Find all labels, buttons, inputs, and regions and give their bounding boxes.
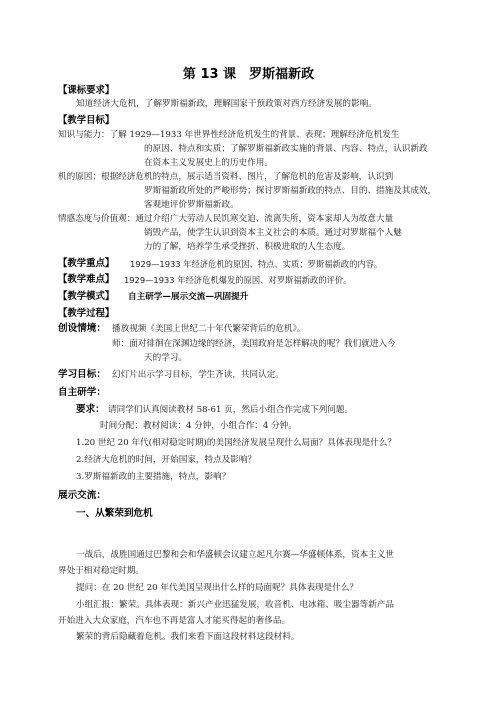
goal-method-line: 机的原因；根据经济危机的特点，展示适当资料、图片，了解危机的危害及影响，认识到 — [58, 172, 394, 182]
goal-emotion-line: 情感态度与价值观：通过介绍广大劳动人民饥寒交迫、流离失所，资本家却人为故意大量 — [58, 214, 394, 224]
goal-knowledge-line: 的原因、特点和实质；了解罗斯福新政实施的背景、内容、特点，认识新政 — [144, 144, 428, 154]
show-exchange-label: 展示交流： — [58, 490, 106, 501]
page-title: 第 13 课 罗斯福新政 — [182, 67, 315, 82]
body-paragraph-line: 一战后，战胜国通过巴黎和会和华盛顿会议建立起凡尔赛—华盛顿体系，资本主义世 — [76, 550, 394, 560]
difficulty-label: 【教学难点】 — [58, 274, 115, 285]
question-item: 3.罗斯福新政的主要措施，特点，影响？ — [76, 472, 231, 482]
standard-text: 知道经济大危机，了解罗斯福新政，理解国家干预政策对西方经济发展的影响。 — [76, 99, 377, 109]
scenario-label: 创设情境： — [58, 323, 106, 334]
teacher-line: 师：面对徘徊在深渊边缘的经济，美国政府是怎样解决的呢？我们就进入今 — [112, 339, 396, 349]
mode-label: 【教学模式】 — [58, 291, 115, 302]
learning-goal-text: 幻灯片出示学习目标，学生齐读，共同认定。 — [112, 370, 284, 380]
teacher-line: 天的学习。 — [144, 353, 187, 363]
goal-knowledge-line: 知识与能力：了解 1929—1933 年世界性经济危机发生的背景、表现；理解经济危机发生 — [58, 130, 400, 140]
goals-header: 【教学目标】 — [58, 115, 115, 126]
goal-knowledge-line: 在资本主义发展史上的历史作用。 — [144, 158, 273, 168]
require-text: 请同学们认真阅读教材 58-61 页，然后小组合作完成下列问题。 — [108, 405, 354, 415]
learning-goal-label: 学习目标： — [58, 369, 106, 380]
goal-emotion-line: 力的了解，培养学生承受挫折、积极进取的人生态度。 — [144, 242, 351, 252]
question-item: 2.经济大危机的时间，开始国家，特点及影响？ — [76, 455, 257, 465]
goal-method-line: 客观地评价罗斯福新政。 — [144, 200, 239, 210]
mode-text: 自主研学—展示交流—巩固提升 — [128, 292, 249, 302]
self-study-label: 自主研学： — [58, 387, 106, 398]
time-allocation: 时间分配：教材阅读：4 分钟，小组合作：4 分钟。 — [100, 421, 297, 431]
body-paragraph-line: 繁荣的背后隐藏着危机。我们来看下面这段材料这段材料。 — [76, 632, 300, 642]
question-item: 1.20 世纪 20 年代(相对稳定时期)的美国经济发展呈现什么局面？具体表现是什么？ — [76, 438, 396, 448]
section-heading: 一、从繁荣到危机 — [76, 508, 153, 519]
key-point-label: 【教学重点】 — [58, 258, 115, 269]
require-label: 要求： — [76, 404, 105, 415]
goal-method-line: 罗斯福新政所处的严峻形势；探讨罗斯福新政的特点、目的、措施及其成效， — [144, 186, 437, 196]
body-paragraph-line: 小组汇报：繁荣。具体表现：新兴产业迅猛发展，收音机、电冰箱、吸尘器等新产品 — [76, 600, 394, 610]
key-point-text: 1929—1933 年经济危机的原因、特点、实质；罗斯福新政的内容。 — [130, 259, 383, 269]
body-paragraph-line: 提问：在 20 世纪 20 年代美国呈现出什么样的局面呢？具体表现是什么？ — [76, 583, 359, 593]
difficulty-text: 1929—1933 年经济危机爆发的原因、对罗斯福新政的评价。 — [124, 275, 352, 285]
process-header: 【教学过程】 — [58, 308, 115, 319]
scenario-text: 播放视频《美国上世纪二十年代繁荣背后的危机》。 — [112, 324, 306, 334]
body-paragraph-line: 界处于相对稳定时期。 — [58, 566, 144, 576]
goal-emotion-line: 销毁产品，使学生认识到资本主义社会的本质。通过对罗斯福个人魅 — [144, 228, 402, 238]
body-paragraph-line: 开始进入大众家庭，汽车也不再是富人才能买得起的奢侈品。 — [58, 616, 291, 626]
standard-header: 【课标要求】 — [58, 85, 115, 96]
